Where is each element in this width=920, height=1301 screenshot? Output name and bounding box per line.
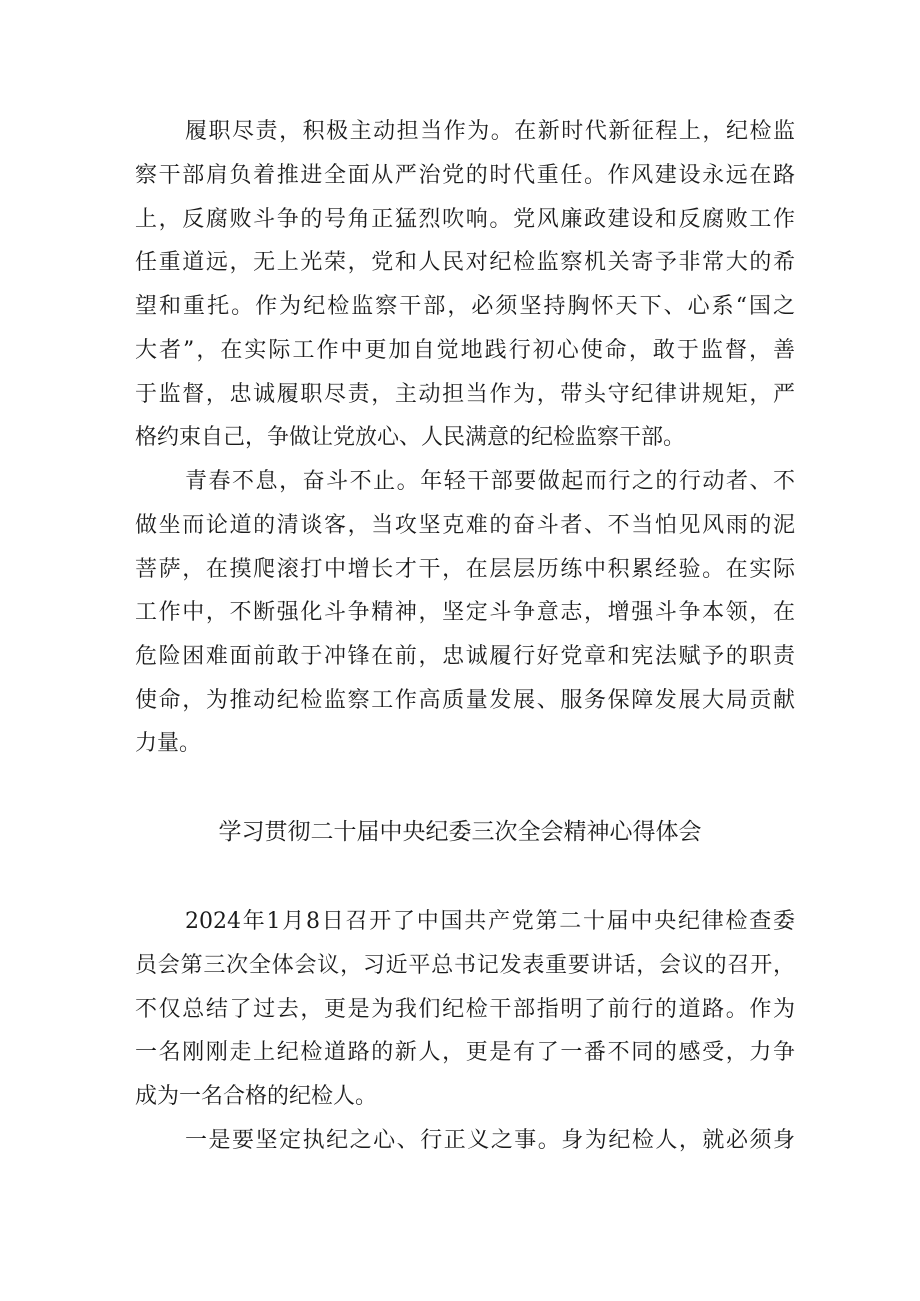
text-line: 任重道远，无上光荣，党和人民对纪检监察机关寄予非常大的希 [135, 250, 795, 275]
text-line: 望和重托。作为纪检监察干部，必须坚持胸怀天下、心系“国之 [135, 294, 795, 319]
text-line: 大者”，在实际工作中更加自觉地践行初心使命，敢于监督，善 [135, 338, 795, 363]
text-line: 做坐而论道的清谈客，当攻坚克难的奋斗者、不当怕见风雨的泥 [135, 513, 795, 538]
text-line: 不仅总结了过去，更是为我们纪检干部指明了前行的道路。作为 [135, 997, 795, 1022]
text-line: 格约束自己，争做让党放心、人民满意的纪检监察干部。 [135, 425, 686, 450]
text-line: 员会第三次全体会议，习近平总书记发表重要讲话，会议的召开， [135, 953, 795, 978]
text-line: 使命，为推动纪检监察工作高质量发展、服务保障发展大局贡献 [135, 688, 795, 713]
section-title: 学习贯彻二十届中央纪委三次全会精神心得体会 [218, 819, 702, 845]
text-line: 青春不息，奋斗不止。年轻干部要做起而行之的行动者、不 [185, 469, 795, 494]
text-line: 于监督，忠诚履职尽责，主动担当作为，带头守纪律讲规矩，严 [135, 382, 795, 407]
text-line: 力量。 [135, 731, 202, 756]
text-line: 成为一名合格的纪检人。 [135, 1084, 378, 1109]
text-line: 2024年1月8日召开了中国共产党第二十届中央纪律检查委 [185, 909, 795, 934]
text-line: 工作中，不断强化斗争精神，坚定斗争意志，增强斗争本领，在 [135, 600, 795, 625]
text-line: 一是要坚定执纪之心、行正义之事。身为纪检人，就必须身 [185, 1128, 795, 1153]
text-line: 危险困难面前敢于冲锋在前，忠诚履行好党章和宪法赋予的职责 [135, 644, 795, 669]
text-line: 履职尽责，积极主动担当作为。在新时代新征程上，纪检监 [185, 119, 795, 144]
text-line: 察干部肩负着推进全面从严治党的时代重任。作风建设永远在路 [135, 163, 795, 188]
text-line: 菩萨，在摸爬滚打中增长才干，在层层历练中积累经验。在实际 [135, 557, 795, 582]
text-line: 一名刚刚走上纪检道路的新人，更是有了一番不同的感受，力争 [135, 1040, 795, 1065]
text-line: 上，反腐败斗争的号角正猛烈吹响。党风廉政建设和反腐败工作 [135, 207, 795, 232]
